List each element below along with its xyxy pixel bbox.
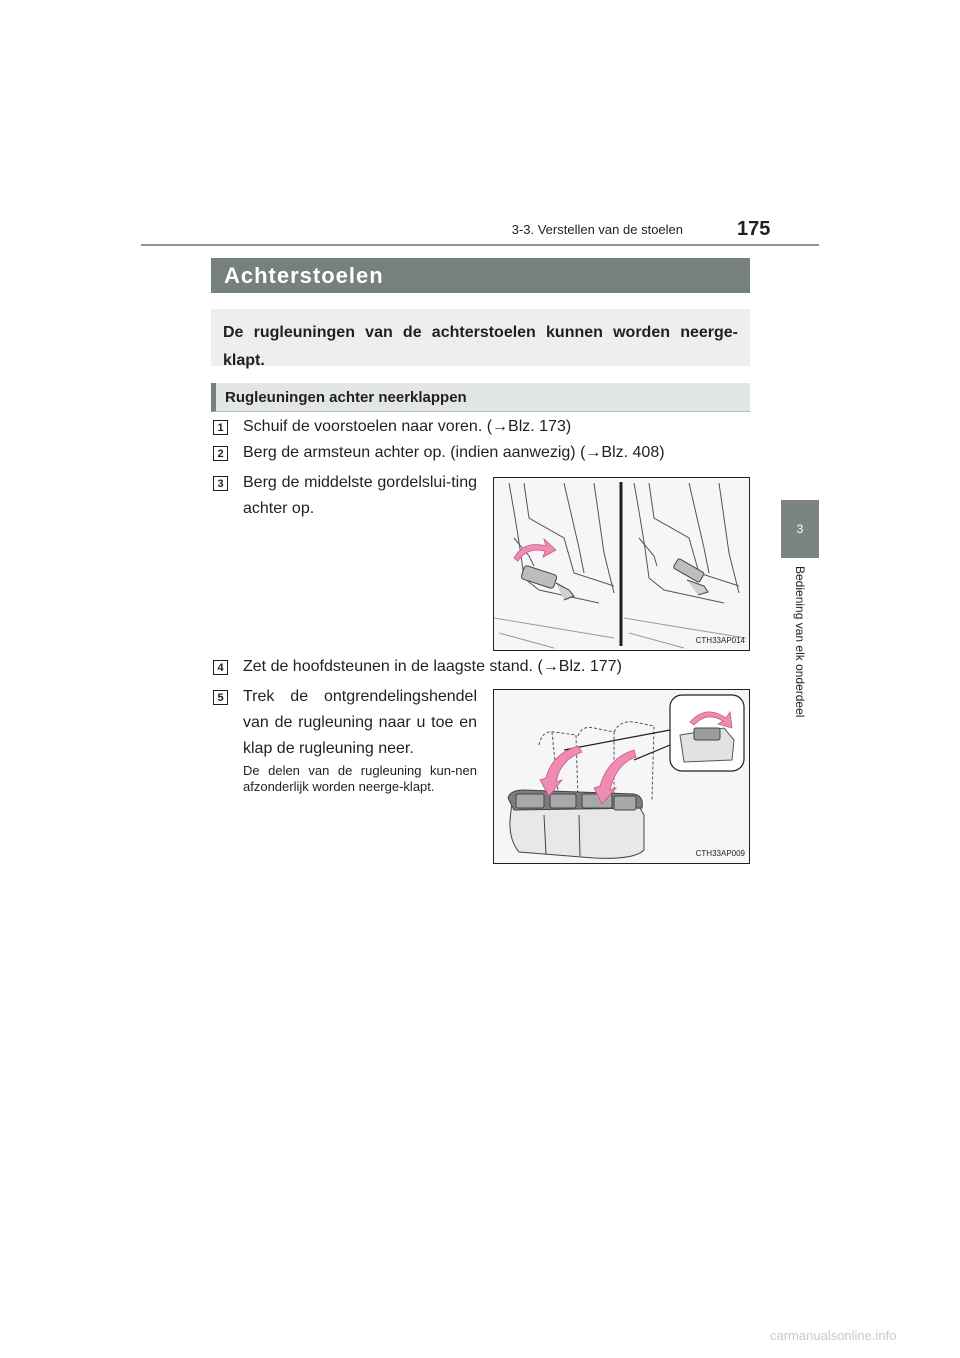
step-number-1: 1 bbox=[213, 420, 228, 435]
step-5-note: De delen van de rugleuning kun-nen afzonderlijk worden neerge-klapt. bbox=[243, 763, 477, 794]
step-number-5: 5 bbox=[213, 690, 228, 705]
figure-code: CTH33AP014 bbox=[695, 636, 745, 645]
fold-arrow-left-icon bbox=[540, 746, 582, 796]
header-rule bbox=[141, 244, 819, 246]
step-number-3: 3 bbox=[213, 476, 228, 491]
step-text-4: Zet de hoofdsteunen in de laagste stand. (→Blz. 177) bbox=[243, 658, 622, 675]
figure-rear-seatback-fold bbox=[493, 689, 750, 864]
step-text-1: Schuif de voorstoelen naar voren. (→Blz. 173) bbox=[243, 418, 572, 435]
chapter-tab bbox=[781, 500, 819, 558]
figure-rear-seat-buckle bbox=[493, 477, 750, 651]
figure-code: CTH33AP009 bbox=[695, 849, 745, 858]
seatback-fold-illustration bbox=[494, 690, 749, 863]
page-number: 175 bbox=[737, 218, 771, 240]
subsection-title: Rugleuningen achter neerklappen bbox=[225, 388, 467, 406]
step-text-3: Berg de middelste gordelslui-ting achter op. bbox=[243, 474, 477, 517]
chapter-side-label: Bediening van elk onderdeel bbox=[793, 566, 807, 718]
buckle-panel-before bbox=[494, 483, 614, 648]
page-title bbox=[211, 258, 750, 293]
buckle-panel-after bbox=[624, 483, 746, 648]
seat-buckle-illustration bbox=[494, 478, 749, 650]
step-number-4: 4 bbox=[213, 660, 228, 675]
watermark: carmanualsonline.info bbox=[770, 1328, 897, 1343]
step-text-5: Trek de ontgrendelingshendel van de rugleuning naar u toe en klap de rugleuning neer. bbox=[243, 688, 477, 757]
intro-box: De rugleuningen van de achterstoelen kunnen worden neerge-klapt. bbox=[211, 309, 750, 366]
section-header: 3-3. Verstellen van de stoelen bbox=[511, 222, 683, 237]
step-number-2: 2 bbox=[213, 446, 228, 461]
chapter-number: 3 bbox=[796, 522, 804, 536]
pink-arrow-icon bbox=[514, 539, 556, 561]
page-title-text: Achterstoelen bbox=[224, 262, 384, 288]
folded-seat-row bbox=[508, 790, 644, 858]
subsection-header bbox=[211, 383, 750, 412]
step-text-2: Berg de armsteun achter op. (indien aanwezig) (→Blz. 408) bbox=[243, 444, 665, 461]
